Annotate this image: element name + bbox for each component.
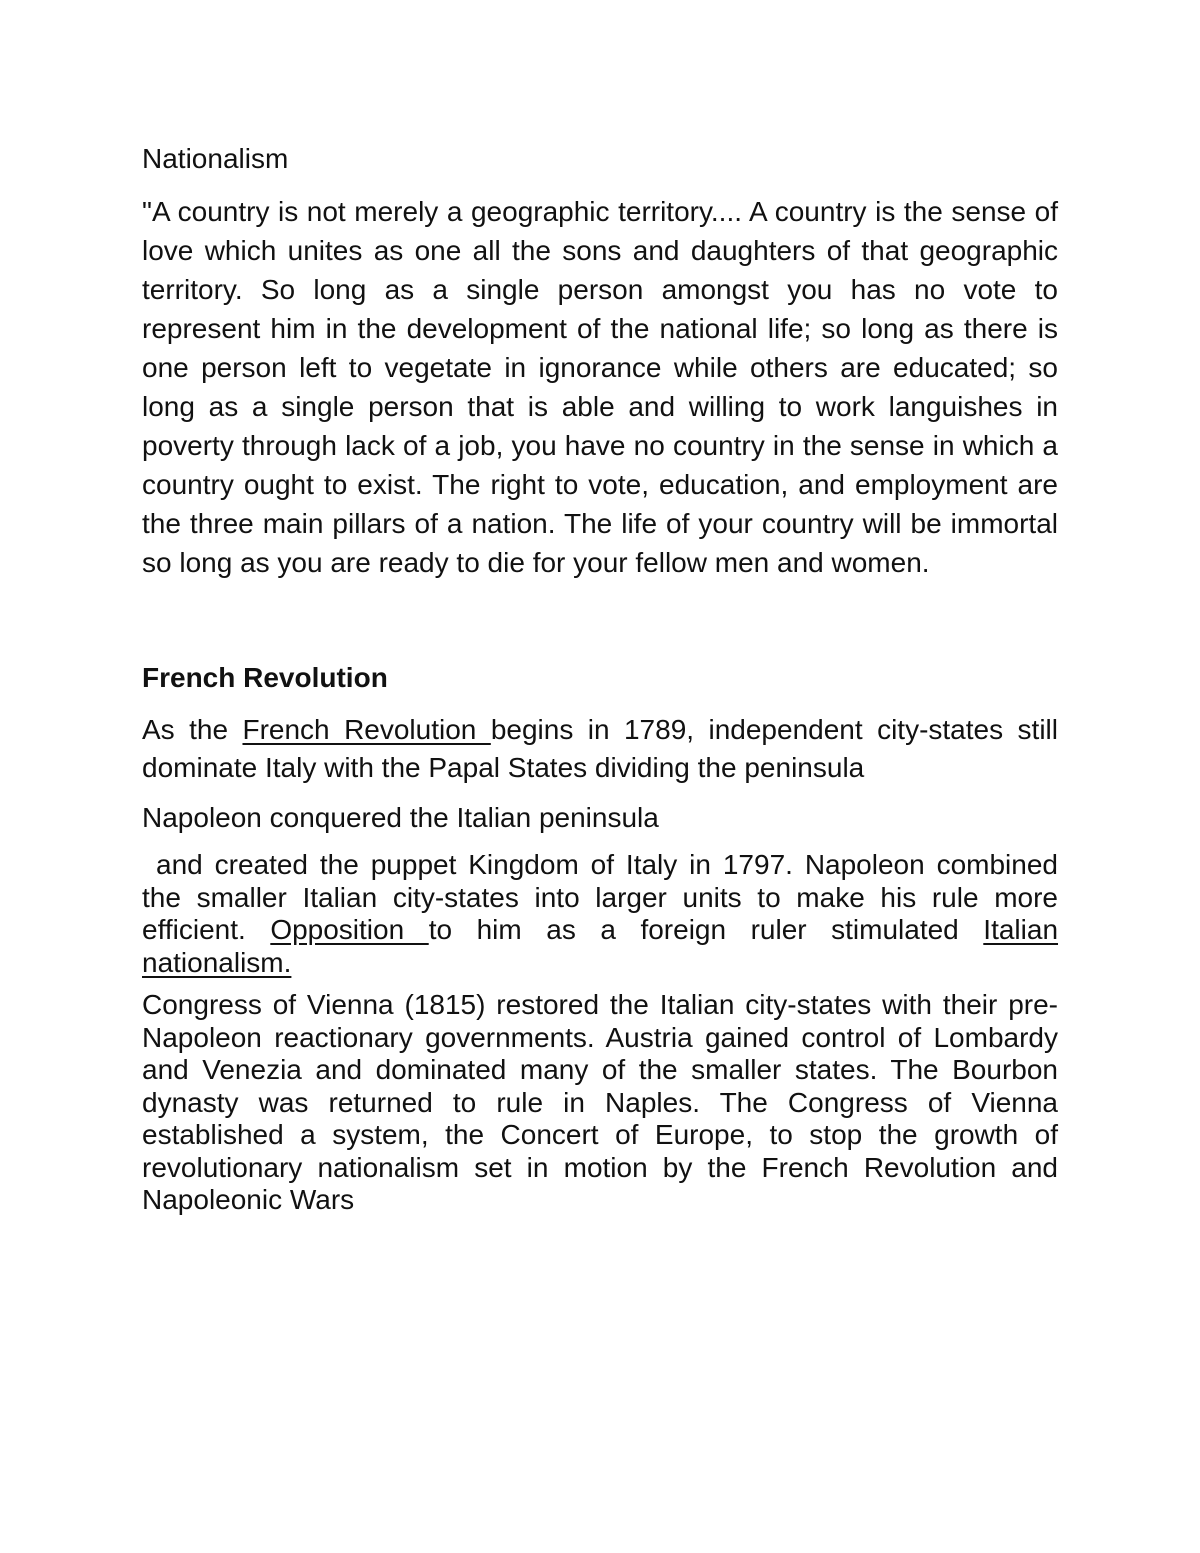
link-italian-nationalism[interactable]: Italian nationalism. [142,914,1059,978]
paragraph-napoleon-conquered: Napoleon conquered the Italian peninsula [142,802,659,833]
document-page [142,140,1058,1227]
paragraph-text: and created the puppet Kingdom of Italy in 1797. Napoleon combined the smaller Italian city-states into larger units to make his rule more efficient. [142,849,1058,945]
paragraph-french-revolution [142,711,1058,787]
paragraph-text: As the [142,714,243,745]
link-opposition[interactable]: Opposition [270,914,429,945]
section-heading-french-revolution: French Revolution [142,662,388,693]
paragraph-text: to him as a foreign ruler stimulated [428,914,984,945]
paragraph-congress-of-vienna: Congress of Vienna (1815) restored the Italian city-states with their pre-Napoleon reactionary governments. Austria gained control of Lombardy and Venezia and dominated many of the smaller states. The Bourbon dynasty was returned to rule in Naples. The Congress of Vienna established a system, the Concert of Europe, to stop the growth of revolutionary nationalism set in motion by the French Revolution and Napoleonic Wars [142,989,1058,1215]
nationalism-quote: "A country is not merely a geographic territory.... A country is the sense of love which unites as one all the sons and daughters of that geographic territory. So long as a single person amongst you has no vote to represent him in the development of the national life; so long as there is one person left to vegetate in ignorance while others are educated; so long as a single person that is able and willing to work languishes in poverty through lack of a job, you have no country in the sense in which a country ought to exist. The right to vote, education, and employment are the three main pillars of a nation. The life of your country will be immortal so long as you are ready to die for your fellow men and women. [142,196,1058,578]
document-title: Nationalism [142,143,289,174]
paragraph-kingdom-of-italy [142,849,1058,979]
link-french-revolution[interactable]: French Revolution [242,714,491,745]
paragraph-text: begins in 1789, independent city-states still dominate Italy with the Papal States dividing the peninsula [142,714,1058,783]
